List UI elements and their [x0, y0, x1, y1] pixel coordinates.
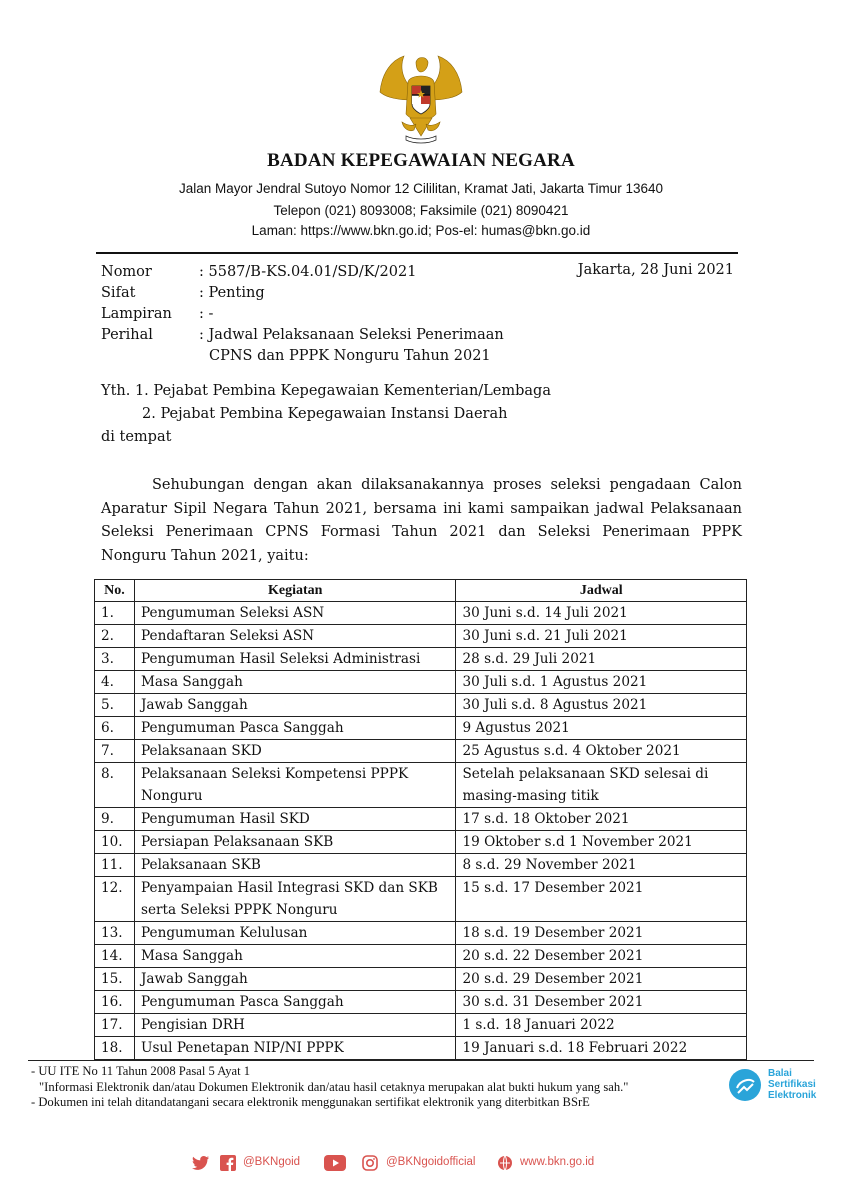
row-kegiatan: Pengisian DRH [134, 1014, 455, 1037]
row-no: 4. [95, 671, 135, 694]
row-kegiatan: Pelaksanaan Seleksi Kompetensi PPPK Nonguru [134, 763, 455, 808]
body-paragraph [101, 474, 742, 568]
row-jadwal: 30 Juni s.d. 21 Juli 2021 [456, 625, 747, 648]
facebook-icon[interactable] [220, 1155, 236, 1171]
row-kegiatan: Jawab Sanggah [134, 968, 455, 991]
youtube-icon[interactable] [324, 1155, 346, 1171]
letter-date: Jakarta, 28 Juni 2021 [577, 262, 734, 278]
table-row [95, 694, 747, 717]
row-jadwal: 30 Juli s.d. 1 Agustus 2021 [456, 671, 747, 694]
table-row [95, 831, 747, 854]
table-row [95, 945, 747, 968]
schedule-table [94, 579, 747, 1060]
row-jadwal: 30 Juli s.d. 8 Agustus 2021 [456, 694, 747, 717]
row-no: 16. [95, 991, 135, 1014]
table-row [95, 1037, 747, 1060]
table-header-row [95, 580, 747, 602]
sifat-value: : Penting [199, 285, 265, 301]
table-row [95, 648, 747, 671]
recipient-place: di tempat [101, 429, 172, 445]
social-bar [0, 1153, 842, 1173]
header-no: No. [95, 580, 135, 602]
table-row [95, 968, 747, 991]
table-row [95, 717, 747, 740]
row-kegiatan: Pelaksanaan SKB [134, 854, 455, 877]
row-jadwal: 8 s.d. 29 November 2021 [456, 854, 747, 877]
bsre-icon [728, 1068, 762, 1102]
twitter-icon[interactable] [192, 1155, 210, 1171]
row-jadwal: 1 s.d. 18 Januari 2022 [456, 1014, 747, 1037]
footer-divider [28, 1060, 814, 1061]
table-row [95, 854, 747, 877]
recipient-1: Yth. 1. Pejabat Pembina Kepegawaian Kementerian/Lembaga [101, 383, 551, 399]
table-row [95, 877, 747, 922]
row-no: 13. [95, 922, 135, 945]
row-no: 9. [95, 808, 135, 831]
body-text: Sehubungan dengan akan dilaksanakannya proses seleksi pengadaan Calon Aparatur Sipil Negara Tahun 2021, bersama ini kami sampaikan jadwal Pelaksanaan Seleksi Penerimaan CPNS Formasi Tahun 2021 dan Seleksi Penerimaan PPPK Nonguru Tahun 2021, yaitu: [101, 477, 742, 564]
row-kegiatan: Pendaftaran Seleksi ASN [134, 625, 455, 648]
instagram-icon[interactable] [362, 1155, 378, 1171]
recipient-2: 2. Pejabat Pembina Kepegawaian Instansi Daerah [142, 406, 508, 422]
bsre-text-1: Balai [768, 1068, 792, 1079]
globe-icon [497, 1155, 513, 1171]
row-jadwal: 15 s.d. 17 Desember 2021 [456, 877, 747, 922]
org-website: Laman: https://www.bkn.go.id; Pos-el: humas@bkn.go.id [251, 223, 591, 238]
row-no: 6. [95, 717, 135, 740]
org-phone: Telepon (021) 8093008; Faksimile (021) 8090421 [273, 203, 569, 218]
nomor-value: : 5587/B-KS.04.01/SD/K/2021 [199, 264, 417, 280]
sifat-label: Sifat [101, 285, 136, 301]
row-kegiatan: Pelaksanaan SKD [134, 740, 455, 763]
row-no: 7. [95, 740, 135, 763]
nomor-label: Nomor [101, 264, 152, 280]
row-jadwal: 25 Agustus s.d. 4 Oktober 2021 [456, 740, 747, 763]
recipients [101, 380, 551, 449]
row-no: 17. [95, 1014, 135, 1037]
social-handle-1[interactable]: @BKNgoid [243, 1156, 301, 1168]
row-kegiatan: Pengumuman Hasil Seleksi Administrasi [134, 648, 455, 671]
row-kegiatan: Pengumuman Kelulusan [134, 922, 455, 945]
social-handle-2[interactable]: @BKNgoidofficial [386, 1156, 476, 1168]
row-no: 11. [95, 854, 135, 877]
row-no: 3. [95, 648, 135, 671]
bsre-text-3: Elektronik [768, 1090, 817, 1101]
table-row [95, 602, 747, 625]
table-row [95, 922, 747, 945]
row-kegiatan: Masa Sanggah [134, 945, 455, 968]
header-kegiatan: Kegiatan [134, 580, 455, 602]
row-kegiatan: Penyampaian Hasil Integrasi SKD dan SKB serta Seleksi PPPK Nonguru [134, 877, 455, 922]
org-address: Jalan Mayor Jendral Sutoyo Nomor 12 Cililitan, Kramat Jati, Jakarta Timur 13640 [179, 181, 663, 196]
row-no: 5. [95, 694, 135, 717]
footer-quote: "Informasi Elektronik dan/atau Dokumen Elektronik dan/atau hasil cetaknya merupakan alat bukti hukum yang sah." [39, 1079, 629, 1094]
table-row [95, 1014, 747, 1037]
row-no: 8. [95, 763, 135, 808]
row-jadwal: 20 s.d. 29 Desember 2021 [456, 968, 747, 991]
row-kegiatan: Persiapan Pelaksanaan SKB [134, 831, 455, 854]
footer-esign: - Dokumen ini telah ditandatangani secara elektronik menggunakan sertifikat elektronik yang diterbitkan BSrE [31, 1095, 590, 1109]
table-row [95, 991, 747, 1014]
row-kegiatan: Usul Penetapan NIP/NI PPPK [134, 1037, 455, 1060]
row-jadwal: 30 s.d. 31 Desember 2021 [456, 991, 747, 1014]
table-row [95, 625, 747, 648]
org-name: BADAN KEPEGAWAIAN NEGARA [267, 150, 575, 171]
header-jadwal: Jadwal [456, 580, 747, 602]
row-jadwal: 28 s.d. 29 Juli 2021 [456, 648, 747, 671]
row-kegiatan: Pengumuman Pasca Sanggah [134, 717, 455, 740]
lampiran-value: : - [199, 306, 214, 322]
row-no: 1. [95, 602, 135, 625]
row-kegiatan: Pengumuman Seleksi ASN [134, 602, 455, 625]
row-kegiatan: Pengumuman Pasca Sanggah [134, 991, 455, 1014]
lampiran-label: Lampiran [101, 306, 172, 322]
row-jadwal: 30 Juni s.d. 14 Juli 2021 [456, 602, 747, 625]
row-kegiatan: Pengumuman Hasil SKD [134, 808, 455, 831]
row-no: 14. [95, 945, 135, 968]
header-divider [96, 252, 738, 254]
table-row [95, 671, 747, 694]
website-link[interactable]: www.bkn.go.id [520, 1156, 595, 1168]
footer-legal [31, 1064, 628, 1111]
table-row [95, 808, 747, 831]
perihal-value-cont: CPNS dan PPPK Nonguru Tahun 2021 [209, 348, 491, 364]
perihal-value: : Jadwal Pelaksanaan Seleksi Penerimaan [199, 327, 504, 343]
row-jadwal: 9 Agustus 2021 [456, 717, 747, 740]
row-no: 18. [95, 1037, 135, 1060]
table-row [95, 740, 747, 763]
row-no: 15. [95, 968, 135, 991]
row-jadwal: 17 s.d. 18 Oktober 2021 [456, 808, 747, 831]
bsre-text-2: Sertifikasi [768, 1079, 816, 1090]
row-no: 12. [95, 877, 135, 922]
garuda-emblem [372, 52, 470, 144]
row-jadwal: 19 Januari s.d. 18 Februari 2022 [456, 1037, 747, 1060]
row-no: 10. [95, 831, 135, 854]
row-kegiatan: Jawab Sanggah [134, 694, 455, 717]
footer-law: - UU ITE No 11 Tahun 2008 Pasal 5 Ayat 1 [31, 1064, 251, 1078]
row-jadwal: Setelah pelaksanaan SKD selesai di masing-masing titik [456, 763, 747, 808]
perihal-label: Perihal [101, 327, 153, 343]
table-row [95, 763, 747, 808]
bsre-logo [728, 1066, 838, 1104]
row-jadwal: 18 s.d. 19 Desember 2021 [456, 922, 747, 945]
letter-meta [101, 262, 504, 367]
row-jadwal: 19 Oktober s.d 1 November 2021 [456, 831, 747, 854]
row-no: 2. [95, 625, 135, 648]
row-jadwal: 20 s.d. 22 Desember 2021 [456, 945, 747, 968]
row-kegiatan: Masa Sanggah [134, 671, 455, 694]
